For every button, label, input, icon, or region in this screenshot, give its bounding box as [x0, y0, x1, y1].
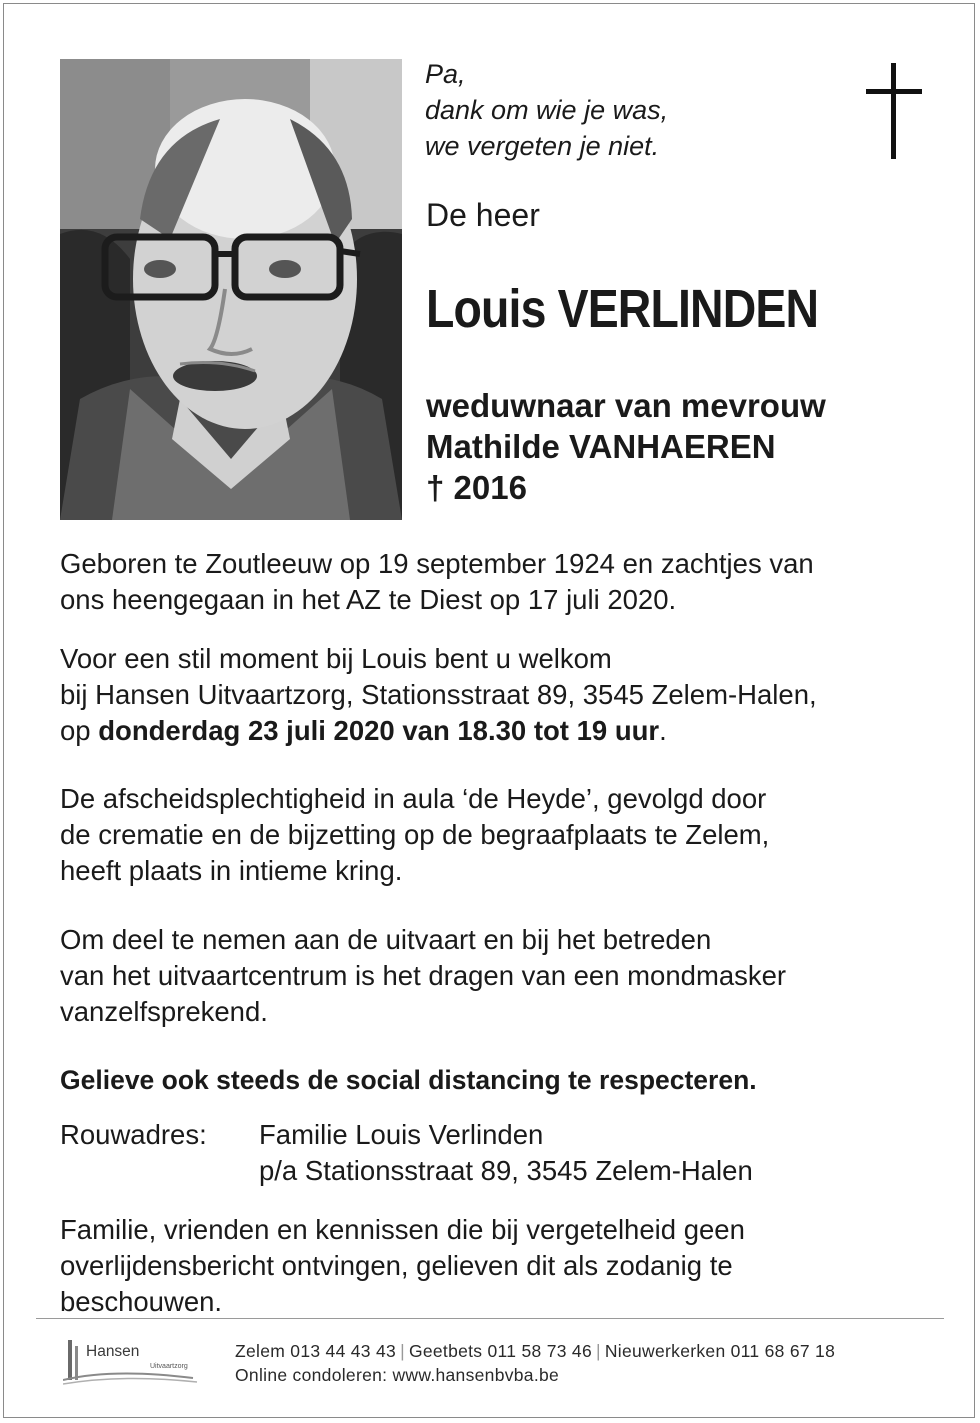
- ceremony-line: heeft plaats in intieme kring.: [60, 855, 403, 886]
- ceremony-paragraph: [60, 781, 940, 889]
- mask-paragraph: [60, 922, 940, 1030]
- visit-line: [60, 713, 940, 749]
- separator: |: [596, 1341, 601, 1361]
- mask-line: van het uitvaartcentrum is het dragen van een mondmasker: [60, 960, 787, 991]
- visit-suffix: .: [659, 715, 667, 746]
- address-row: [60, 1117, 940, 1153]
- notice-line: overlijdensbericht ontvingen, gelieven dit als zodanig te: [60, 1250, 733, 1281]
- logo-subtitle: Uitvaartzorg: [150, 1363, 188, 1370]
- portrait-photo: [60, 59, 402, 520]
- honorific: De heer: [426, 197, 540, 233]
- spouse-line: Mathilde VANHAEREN: [426, 428, 776, 465]
- verse-line: we vergeten je niet.: [425, 131, 660, 161]
- visit-prefix: op: [60, 715, 99, 746]
- address-line: Familie Louis Verlinden: [259, 1119, 544, 1150]
- visit-paragraph: [60, 641, 940, 749]
- visit-date: donderdag 23 juli 2020 van 18.30 tot 19 uur: [98, 715, 660, 746]
- address-line: p/a Stationsstraat 89, 3545 Zelem-Halen: [259, 1155, 753, 1186]
- logo-name: Hansen: [86, 1343, 140, 1360]
- ceremony-line: de crematie en de bijzetting op de begraafplaats te Zelem,: [60, 819, 770, 850]
- phone-nieuwerkerken: Nieuwerkerken 011 68 67 18: [604, 1341, 836, 1361]
- online-condolences: Online condoleren: www.hansenbvba.be: [235, 1365, 560, 1385]
- phone-geetbets: Geetbets 011 58 73 46: [408, 1341, 592, 1361]
- spouse-line: weduwnaar van mevrouw: [426, 387, 826, 424]
- notice-paragraph: [60, 1212, 940, 1320]
- footer-divider: [36, 1318, 944, 1319]
- mourning-address: [60, 1117, 940, 1189]
- latin-cross-icon: [866, 63, 922, 159]
- phone-numbers: [235, 1339, 835, 1363]
- address-label: Rouwadres:: [60, 1119, 207, 1150]
- birth-line: Geboren te Zoutleeuw op 19 september 1924 en zachtjes van: [60, 548, 814, 579]
- verse-line: Pa,: [425, 59, 466, 89]
- address-row: [60, 1153, 940, 1189]
- verse-line: dank om wie je was,: [425, 95, 669, 125]
- notice-line: Familie, vrienden en kennissen die bij vergetelheid geen: [60, 1214, 745, 1245]
- spouse-line: † 2016: [426, 469, 527, 506]
- deceased-name: Louis VERLINDEN: [426, 279, 819, 339]
- footer-contact: [235, 1339, 835, 1387]
- separator: |: [400, 1341, 405, 1361]
- spouse-info: [426, 385, 826, 508]
- phone-zelem: Zelem 013 44 43 43: [235, 1341, 397, 1361]
- birth-line: ons heengegaan in het AZ te Diest op 17 juli 2020.: [60, 584, 677, 615]
- mask-line: Om deel te nemen aan de uitvaart en bij het betreden: [60, 924, 712, 955]
- birth-paragraph: [60, 546, 940, 618]
- address-label-spacer: [60, 1153, 259, 1189]
- visit-line: bij Hansen Uitvaartzorg, Stationsstraat 89, 3545 Zelem-Halen,: [60, 679, 817, 710]
- verse: [425, 56, 668, 164]
- visit-line: Voor een stil moment bij Louis bent u welkom: [60, 643, 612, 674]
- notice-line: beschouwen.: [60, 1286, 223, 1317]
- distancing-notice: Gelieve ook steeds de social distancing te respecteren.: [60, 1065, 757, 1095]
- ceremony-line: De afscheidsplechtigheid in aula ‘de Heyde’, gevolgd door: [60, 783, 767, 814]
- mask-line: vanzelfsprekend.: [60, 996, 268, 1027]
